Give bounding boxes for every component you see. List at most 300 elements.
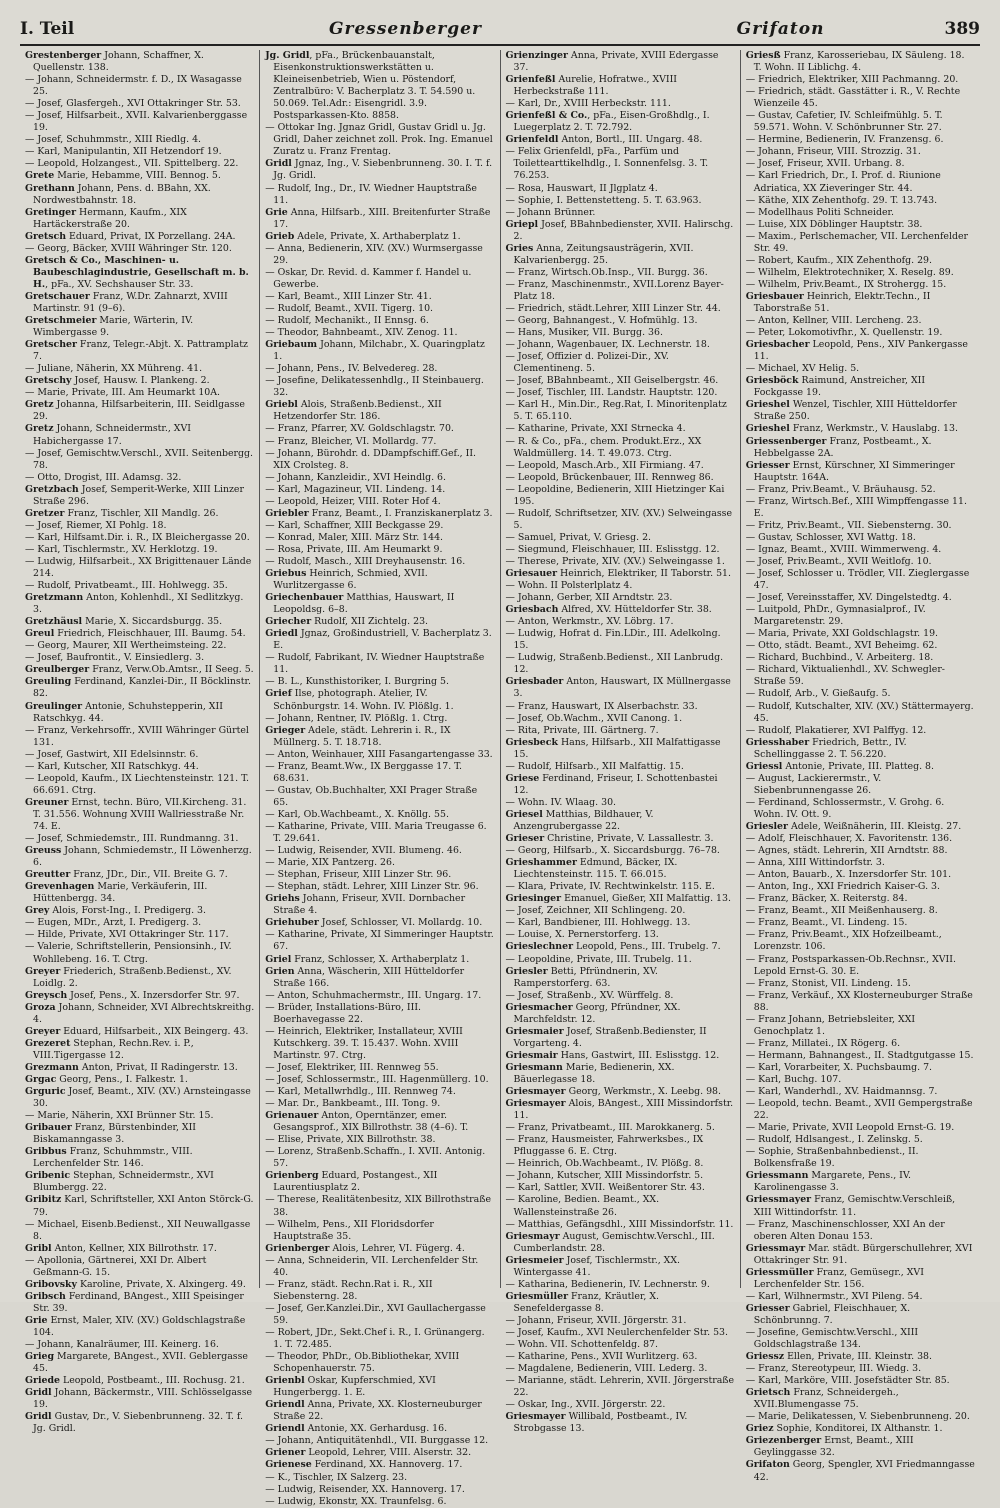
directory-entry — [25, 1351, 254, 1375]
entry-surname: Griesmacher — [505, 1001, 573, 1013]
directory-entry — [265, 1327, 494, 1351]
directory-entry — [746, 652, 975, 664]
directory-entry — [746, 556, 975, 568]
directory-entry — [25, 761, 254, 773]
directory-entry — [746, 110, 975, 134]
directory-entry — [506, 713, 735, 725]
directory-entry — [265, 1496, 494, 1508]
entry-text: — Georg, Bäcker, XVIII Währinger Str. 120. — [25, 242, 232, 254]
entry-text: Antonie, Private, III. Platteg. 8. — [782, 760, 934, 772]
directory-entry — [506, 327, 735, 339]
entry-text: — Ignaz, Beamt., XVIII. Wimmerweng. 4. — [745, 543, 942, 555]
directory-entry — [265, 1026, 494, 1062]
entry-text: — Ludwig, Ekonstr, XX. Traunfelsg. 6. — [265, 1495, 447, 1507]
entry-text: Edmund, Bäcker, IX. Liechtensteinstr. 115. T. 66.015. — [513, 857, 678, 881]
entry-text: — Sophie, Straßenbahnbedienst., II. Bolkensfraße 19. — [745, 1146, 919, 1170]
right-guide-word: Grifaton — [736, 19, 825, 39]
directory-entry — [25, 797, 254, 833]
entry-text: — Josef, Schmiedemstr., III. Rundmanng. 31. — [25, 833, 239, 845]
page-header — [20, 14, 980, 46]
directory-entry — [506, 508, 735, 532]
entry-text: — Eugen, MDr., Arzt, I. Predigerg. 3. — [25, 917, 202, 929]
entry-surname: Gribbus — [25, 1146, 67, 1158]
directory-entry — [746, 146, 975, 158]
entry-text: Josef, Semperit-Werke, XIII Linzer Straße 296. — [33, 483, 244, 507]
entry-text: — Friedrich, Elektriker, XIII Pachmanng. 20. — [745, 74, 959, 86]
directory-entry — [746, 1062, 975, 1074]
directory-entry — [746, 1291, 975, 1303]
directory-entry — [506, 797, 735, 809]
entry-text: Franz, Gemüsegr., XVI Lerchenfelder Str. 156. — [753, 1266, 924, 1290]
entry-surname: Groza — [25, 1001, 56, 1013]
entry-surname: Griessz — [745, 1351, 785, 1363]
directory-entry — [506, 1158, 735, 1170]
entry-surname: Grienese — [265, 1459, 312, 1471]
directory-entry — [25, 315, 254, 339]
directory-entry — [265, 869, 494, 881]
entry-text: — Adolf, Fleischhauer, X. Favoritenstr. 136. — [745, 833, 953, 845]
entry-surname: Gretz — [25, 399, 54, 411]
directory-entry — [746, 773, 975, 797]
entry-surname: Griebl — [265, 399, 298, 411]
entry-text: — Katharine, Pens., XVII Wurlitzerg. 63. — [505, 1351, 698, 1363]
directory-entry — [506, 592, 735, 604]
entry-surname: Gretschmeier — [25, 315, 97, 327]
entry-text: — Friedrich, städt. Gasstätter i. R., V. Rechte Wienzeile 45. — [745, 86, 961, 110]
entry-surname: Greyer — [25, 1025, 61, 1037]
directory-entry — [25, 291, 254, 315]
directory-entry — [25, 556, 254, 580]
directory-entry — [25, 484, 254, 508]
entry-text: Josef, Beamt., XIV. (XV.) Arnsteingasse 30. — [33, 1086, 251, 1110]
directory-entry — [265, 1086, 494, 1098]
entry-text: — Heinrich, Ob.Wachbeamt., IV. Plößg. 8. — [505, 1158, 704, 1170]
entry-text: — Gustav, Cafetier, IV. Schleifmühlg. 5. T. 59.571. Wohn. V. Schönbrunner Str. 27. — [745, 110, 943, 134]
entry-text: — Michael, XV Helig. 5. — [745, 363, 860, 375]
entry-text: Anna, Hilfsarb., XIII. Breitenfurter Straße 17. — [273, 206, 491, 230]
entry-text: — Wilhelm, Priv.Beamt., IX Strohergg. 15. — [745, 278, 947, 290]
entry-surname: Griehs — [265, 893, 300, 905]
entry-text: Johann, Bäckermstr., VIII. Schlösselgasse 19. — [33, 1387, 253, 1411]
entry-surname: Griesmayer — [505, 1098, 566, 1110]
entry-text: — Sophie, I. Bettenstetteng. 5. T. 63.963. — [505, 194, 702, 206]
entry-text: — Hermine, Bedienerin, IV. Franzensg. 6. — [745, 134, 944, 146]
directory-entry — [25, 1194, 254, 1218]
entry-text: Friedrich, Bettr., IV. Schellinggasse 2. T. 56.220. — [753, 736, 907, 760]
entry-text: — Karl, Tischlermstr., XV. Herklotzg. 19. — [25, 543, 218, 555]
entry-surname: Griepl — [505, 218, 539, 230]
directory-entry — [746, 701, 975, 725]
directory-entry — [265, 785, 494, 809]
entry-text: — Rudolf, Plakatierer, XVI Palffyg. 12. — [745, 724, 927, 736]
entry-text: Margarete, BAngest., XVII. Geblergasse 45. — [33, 1351, 248, 1375]
directory-entry — [265, 1375, 494, 1399]
entry-surname: Griede — [25, 1375, 60, 1387]
entry-text: — Karl, Vorarbeiter, X. Puchsbaumg. 7. — [745, 1061, 933, 1073]
directory-entry — [746, 255, 975, 267]
entry-text: Ferdinand, XX. Hannoverg. 17. — [311, 1459, 463, 1471]
directory-entry — [506, 183, 735, 195]
entry-text: — Rudolf, Beamt., XVII. Tigerg. 10. — [265, 302, 434, 314]
directory-entry — [746, 1411, 975, 1423]
entry-surname: Greuner — [25, 796, 69, 808]
directory-entry — [746, 954, 975, 978]
directory-entry — [265, 1484, 494, 1496]
directory-entry — [746, 869, 975, 881]
directory-entry — [506, 556, 735, 568]
entry-text: — Michael, Eisenb.Bedienst., XII Neuwallgasse 8. — [25, 1218, 251, 1242]
entry-text: Johann, Schmiedemstr., II Löwenherzg. 6. — [33, 845, 252, 869]
directory-entry — [265, 207, 494, 231]
entry-text: — Robert, JDr., Sekt.Chef i. R., I. Grünangerg. 1. T. 72.485. — [265, 1326, 485, 1351]
directory-entry — [25, 1038, 254, 1062]
directory-entry — [746, 375, 975, 399]
directory-entry — [746, 1146, 975, 1170]
directory-entry — [25, 1387, 254, 1411]
entry-surname: Gridl — [265, 158, 292, 170]
entry-text: Adele, Weißnäherin, III. Kleistg. 27. — [787, 821, 962, 832]
entry-text: — Josef, Hilfsarbeit., XVII. Kalvarienberggasse 19. — [25, 110, 248, 134]
entry-text: — Franz, städt. Rechn.Rat i. R., XII Siebensterng. 28. — [265, 1278, 433, 1302]
entry-surname: Grienauer — [265, 1110, 319, 1122]
entry-text: — Johann, Kanalräumer, III. Keinerg. 16. — [25, 1339, 219, 1351]
entry-surname: Griesbach — [505, 604, 559, 616]
directory-entry — [265, 652, 494, 676]
entry-text: — Johann, Wagenbauer, IX. Lechnerstr. 18. — [505, 339, 710, 351]
directory-entry — [265, 484, 494, 496]
entry-surname: Grieshel — [745, 423, 790, 435]
entry-surname: Gridl — [25, 1411, 52, 1423]
directory-entry — [265, 1459, 494, 1471]
directory-entry — [506, 809, 735, 833]
directory-entry — [265, 1472, 494, 1484]
directory-entry — [506, 580, 735, 592]
directory-entry — [506, 737, 735, 761]
entry-text: — Josef, Glasfergeh., XVI Ottakringer Str. 53. — [25, 98, 241, 110]
directory-entry — [746, 1435, 975, 1459]
directory-entry — [265, 339, 494, 363]
directory-entry — [265, 363, 494, 375]
entry-text: — Franz, Wirtsch.Bef., XIII Wimpffengasse 11. E. — [745, 495, 967, 519]
entry-surname: Griesler — [745, 821, 788, 832]
entry-text: — Anton, Ing., XXI Friedrich Kaiser-G. 3. — [745, 881, 940, 893]
entry-text: — Oskar, Ing., XVII. Jörgerstr. 22. — [505, 1399, 666, 1411]
entry-text: — Josef, Schlossermstr., III. Hagenmüllerg. 10. — [265, 1073, 489, 1085]
entry-text: — Johann, Bürohdr. d. DDampfschiff.Gef., II. XIX Crolsteg. 8. — [265, 447, 477, 471]
entry-text: — Franz, Beamt., VI. Lindeng. 15. — [745, 917, 908, 929]
directory-entry — [746, 917, 975, 929]
directory-entry — [265, 1255, 494, 1279]
entry-text: , pFa., Eisen-Großhdlg., I. Luegerplatz 2. T. 72.792. — [513, 110, 710, 134]
entry-text: — Stephan, städt. Lehrer, XIII Linzer Str. 96. — [265, 881, 479, 893]
directory-entry — [25, 1122, 254, 1146]
directory-entry — [746, 423, 975, 435]
entry-text: Antonie, Schuhstepperin, XII Ratschkyg. 44. — [33, 700, 223, 724]
directory-entry — [746, 1327, 975, 1351]
entry-surname: Grienzinger — [505, 50, 568, 61]
entry-text: Aurelie, Hofratwe., XVIII Herbeckstraße 111. — [513, 74, 678, 98]
entry-surname: Gribl — [25, 1242, 52, 1254]
entry-surname: Griesbauer — [745, 290, 804, 302]
directory-entry — [265, 291, 494, 303]
directory-entry — [25, 905, 254, 917]
directory-entry — [265, 158, 494, 182]
directory-entry — [265, 1062, 494, 1074]
directory-entry — [746, 520, 975, 532]
entry-text: Josef, Hausw. I. Plankeng. 2. — [71, 375, 210, 387]
directory-entry — [25, 339, 254, 363]
entry-text: — Marianne, städt. Lehrerin, XVII. Jörgerstraße 22. — [505, 1375, 735, 1399]
entry-surname: Greysch — [25, 989, 68, 1001]
entry-surname: Grienbl — [265, 1375, 305, 1387]
entry-surname: Griessl — [745, 760, 783, 772]
entry-text: — Josef, Ger.Kanzlei.Dir., XVI Gaullachergasse 59. — [265, 1302, 486, 1326]
directory-entry — [25, 833, 254, 845]
directory-entry — [25, 1002, 254, 1026]
entry-surname: Griesel — [505, 808, 543, 820]
directory-entry — [506, 905, 735, 917]
directory-entry — [25, 1026, 254, 1038]
entry-text: — Franz, Priv.Beamt., V. Bräuhausg. 52. — [745, 483, 936, 495]
entry-text: — Ludwig, Reisender, XVII. Blumeng. 46. — [265, 845, 462, 857]
entry-surname: Gretsch & Co., Maschinen- u. Baubeschlagindustrie, Gesellschaft m. b. H. — [25, 254, 249, 290]
directory-entry — [265, 472, 494, 484]
entry-surname: Griesbacher — [745, 339, 810, 351]
directory-entry — [25, 1146, 254, 1170]
entry-surname: Griessmüller — [745, 1266, 814, 1278]
entry-text: Anton, Kohlenhdl., XI Sedlitzkyg. 3. — [33, 592, 244, 616]
entry-surname: Griecher — [265, 616, 312, 628]
entry-surname: Grestenberger — [25, 50, 102, 61]
entry-text: — Stephan, Friseur, XIII Linzer Str. 96. — [265, 869, 452, 881]
entry-text: Ernst, techn. Büro, VII.Kircheng. 31. T. 31.556. Wohnung XVIII Wallriesstraße Nr. 74. E. — [33, 796, 247, 832]
entry-text: — Franz, Verkäuf., XX Klosterneuburger Straße 88. — [745, 989, 973, 1013]
directory-entry — [265, 917, 494, 929]
entry-text: — Oskar, Dr. Revid. d. Kammer f. Handel u. Gewerbe. — [265, 266, 472, 290]
entry-text: — Rudolf, Hdlsangest., I. Zelinskg. 5. — [745, 1134, 923, 1146]
entry-text: — Josef, Riemer, XI Pohlg. 18. — [25, 519, 167, 531]
directory-entry — [746, 881, 975, 893]
entry-text: Franz, Tischler, XII Mandlg. 26. — [64, 507, 219, 519]
entry-text: — Franz, Beamt.Ww., IX Berggasse 17. T. 68.631. — [265, 760, 463, 784]
directory-entry — [506, 845, 735, 857]
entry-text: — Josef, Priv.Beamt., XVII Weitlofg. 10. — [745, 555, 932, 567]
entry-surname: Griesbader — [505, 676, 564, 688]
directory-entry — [746, 1375, 975, 1387]
directory-entry — [506, 941, 735, 953]
directory-entry — [506, 1194, 735, 1218]
directory-entry — [265, 1435, 494, 1447]
entry-text: — Marie, Delikatessen, V. Siebenbrunneng. 20. — [745, 1411, 970, 1423]
directory-entry — [506, 1411, 735, 1435]
entry-text: — Karoline, Bedien. Beamt., XX. Wallensteinstraße 26. — [505, 1194, 660, 1218]
directory-entry — [746, 267, 975, 279]
entry-text: — Johann, Friseur, VIII. Strozzig. 31. — [745, 146, 921, 158]
entry-text: — Rudolf, Mechanikt., II Ennsg. 6. — [265, 315, 429, 327]
entry-text: — Otto, Drogist, III. Adamsg. 32. — [25, 471, 182, 483]
directory-entry — [506, 701, 735, 713]
directory-entry — [746, 1219, 975, 1243]
entry-text: — Matthias, Gefängsdhl., XIII Missindorfstr. 11. — [505, 1218, 734, 1230]
directory-entry — [25, 1291, 254, 1315]
directory-entry — [265, 821, 494, 845]
entry-text: — Samuel, Privat, V. Griesg. 2. — [505, 531, 652, 543]
directory-entry — [25, 243, 254, 255]
directory-entry — [25, 1219, 254, 1243]
directory-entry — [25, 1110, 254, 1122]
directory-entry — [746, 1170, 975, 1194]
entry-text: — Franz, Postsparkassen-Ob.Rechnsr., XVII. Lepold Ernst-G. 30. E. — [745, 953, 956, 977]
directory-entry — [25, 158, 254, 170]
directory-entry — [265, 713, 494, 725]
entry-text: Franz, Beamt., I. Franziskanerplatz 3. — [308, 507, 493, 519]
entry-text: Franz, Gemischtw.Verschleiß, XIII Wittindorfstr. 11. — [753, 1194, 956, 1218]
entry-text: Josef, Straßenb.Bedienster, II Vorgarteng. 4. — [513, 1025, 707, 1049]
directory-entry — [25, 183, 254, 207]
directory-entry — [506, 1170, 735, 1182]
directory-entry — [506, 857, 735, 881]
entry-text: Ferdinand, Friseur, I. Schottenbastei 12. — [513, 772, 718, 796]
directory-entry — [746, 158, 975, 170]
entry-text: Matthias, Hauswart, II Leopoldsg. 6–8. — [273, 592, 455, 616]
entry-surname: Griesinger — [505, 893, 562, 905]
directory-entry — [506, 423, 735, 435]
directory-entry — [25, 98, 254, 110]
directory-entry — [746, 688, 975, 700]
entry-text: — Johann, Rentner, IV. Plößlg. 1. Ctrg. — [265, 712, 448, 724]
entry-text: Anton, Kellner, XIX Billrothstr. 17. — [51, 1242, 217, 1254]
directory-entry — [506, 604, 735, 616]
directory-entry — [265, 1134, 494, 1146]
entry-text: — Klara, Private, IV. Rechtwinkelstr. 115. E. — [505, 881, 715, 893]
directory-entry — [265, 568, 494, 592]
directory-entry — [265, 303, 494, 315]
entry-text: — Ludwig, Hofrat d. Fin.LDir., III. Adelkolng. 15. — [505, 628, 721, 652]
entry-text: — Ottokar Ing. Jgnaz Gridl, Gustav Gridl u. Jg. Gridl, Daher zeichnet zoll. Prok. Ing. Emanuel Zuratz u. Franz Frentag. — [265, 122, 493, 158]
directory-entry — [506, 351, 735, 375]
directory-entry — [25, 640, 254, 652]
directory-entry — [506, 893, 735, 905]
directory-entry — [265, 1303, 494, 1327]
directory-entry — [746, 1086, 975, 1098]
directory-entry — [265, 1110, 494, 1134]
directory-entry — [506, 990, 735, 1002]
directory-entry — [25, 448, 254, 472]
entry-text: — Franz, Privatbeamt., III. Marokkanerg. 5. — [505, 1122, 715, 1134]
entry-text: — Josef, Ob.Wachm., XVII Canong. 1. — [505, 712, 683, 724]
directory-entry — [506, 725, 735, 737]
entry-text: Heinrich, Elektr.Techn., II Taborstraße 51. — [753, 290, 931, 314]
directory-entry — [25, 941, 254, 965]
entry-surname: Griehuber — [265, 917, 319, 929]
entry-surname: Grieshel — [745, 399, 790, 411]
entry-text: — Anton, Bauarb., X. Inzersdorfer Str. 101. — [745, 869, 952, 881]
entry-text: Franz, Schneidergeh., XVII.Blumengasse 75. — [753, 1387, 899, 1411]
directory-entry — [746, 399, 975, 423]
entry-text: Johann, Schneider, XVI Albrechtskreithg. 4. — [33, 1001, 255, 1025]
entry-text: — Therese, Private, XIV. (XV.) Selweingasse 1. — [505, 555, 725, 567]
entry-surname: Griebaum — [265, 339, 318, 351]
entry-text: — Karl, Marköre, VIII. Josefstädter Str. 85. — [745, 1375, 950, 1387]
entry-text: Hans, Hilfsarb., XII Malfattigasse 15. — [513, 736, 721, 760]
entry-text: — Josef, Gemischtw.Verschl., XVII. Seitenbergg. 78. — [25, 447, 254, 471]
entry-surname: Griessmann — [745, 1170, 809, 1182]
directory-entry — [265, 809, 494, 821]
entry-surname: Griessmayr — [745, 1242, 806, 1254]
directory-entry — [746, 929, 975, 953]
entry-text: — Karl, Metallwrhdlg., III. Rennweg 74. — [265, 1086, 456, 1098]
entry-surname: Gribenic — [25, 1170, 71, 1182]
entry-text: Adele, städt. Lehrerin i. R., IX Müllnerg. 5. T. 18.718. — [273, 724, 451, 748]
entry-text: Eduard, Hilfsarbeit., XIX Beingerg. 43. — [60, 1025, 249, 1037]
directory-entry — [746, 978, 975, 990]
entry-surname: Grienberg — [265, 1170, 319, 1182]
entry-text: Josef, Schlosser, VI. Mollardg. 10. — [318, 917, 483, 929]
entry-surname: Gridl — [25, 1387, 52, 1399]
entry-surname: Gretschy — [25, 375, 72, 387]
directory-entry — [746, 845, 975, 857]
entry-text: — Rita, Private, III. Gärtnerg. 7. — [505, 724, 659, 736]
directory-entry — [746, 1194, 975, 1218]
directory-entry — [265, 496, 494, 508]
entry-text: — Peter, Lokomotivfhr., X. Quellenstr. 19. — [745, 327, 943, 339]
entry-text: — Josef, Baufrontit., V. Einsiedlerg. 3. — [25, 652, 205, 664]
entry-text: — Magdalene, Bedienerin, VIII. Lederg. 3. — [505, 1363, 708, 1375]
entry-text: Antonie, XX. Gerhardusg. 16. — [304, 1423, 448, 1435]
entry-text: — Ferdinand, Schlossermstr., V. Grohg. 6. Wohn. IV. Ott. 9. — [745, 796, 945, 820]
directory-entry — [265, 893, 494, 917]
entry-text: Anton, Hauswart, IX Müllnergasse 3. — [513, 676, 731, 700]
entry-text: — Ludwig, Hilfsarbeit., XX Brigittenauer Lände 214. — [25, 555, 252, 580]
directory-entry — [506, 652, 735, 676]
entry-text: — Wohn. VII. Schottenfeldg. 87. — [505, 1339, 659, 1351]
entry-surname: Griesmayer — [505, 1411, 566, 1423]
entry-text: Marie, X. Siccardsburgg. 35. — [82, 616, 223, 628]
directory-entry — [25, 544, 254, 556]
entry-text: Ernst, Beamt., XIII Geylinggasse 32. — [753, 1435, 914, 1459]
entry-text: — Maxim., Perlschemacher, VII. Lerchenfelder Str. 49. — [745, 230, 969, 254]
directory-entry — [25, 1279, 254, 1291]
directory-entry — [25, 929, 254, 941]
entry-text: Alois, Lehrer, VI. Fügerg. 4. — [329, 1242, 465, 1254]
entry-text: — Josef, BBahnbeamt., XII Geiselbergstr. 46. — [505, 375, 719, 387]
directory-entry — [25, 1086, 254, 1110]
directory-entry — [265, 423, 494, 435]
entry-text: Karoline, Private, X. Alxingerg. 49. — [76, 1278, 246, 1290]
entry-text: Georg, Werkmstr., X. Leebg. 98. — [565, 1086, 721, 1098]
entry-text: — Leopold, Holzangest., VII. Spittelberg. 22. — [25, 158, 239, 170]
directory-entry — [746, 1014, 975, 1038]
directory-entry — [506, 146, 735, 182]
directory-entry — [506, 1026, 735, 1050]
directory-entry — [506, 375, 735, 387]
directory-entry — [746, 134, 975, 146]
entry-surname: Griesauer — [505, 568, 558, 580]
entry-text: Franz, Karosseriebau, IX Säuleng. 18. T. Wohn. II Liblichg. 4. — [753, 50, 965, 74]
directory-entry — [506, 387, 735, 399]
entry-surname: Greulinger — [25, 700, 83, 712]
directory-entry — [506, 339, 735, 351]
directory-entry — [265, 1279, 494, 1303]
directory-entry — [746, 725, 975, 737]
entry-surname: Griedl — [265, 628, 298, 640]
directory-entry — [265, 929, 494, 953]
entry-text: — Mar. Dr., Bankbeamt., III. Tong. 9. — [265, 1098, 441, 1110]
entry-text: — Leopold, Brückenbauer, III. Rennweg 86. — [505, 471, 714, 483]
directory-entry — [25, 1243, 254, 1255]
entry-text: — August, Lackierermstr., V. Siebenbrunnengasse 26. — [745, 772, 882, 796]
entry-surname: Grifaton — [745, 1459, 790, 1471]
